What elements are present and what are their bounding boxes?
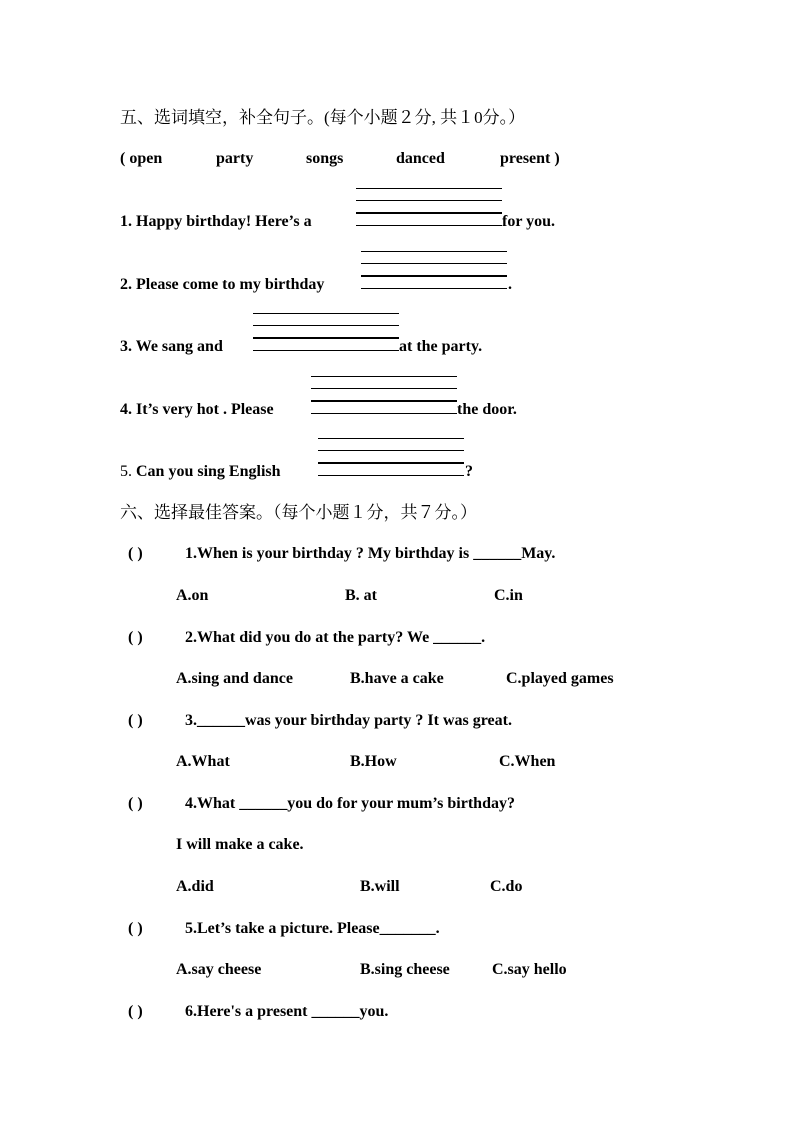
fill-item-4-before: 4. It’s very hot . Please bbox=[120, 401, 274, 418]
question-3-text: 3.______was your birthday party ? It was great. bbox=[185, 712, 512, 729]
answer-paren-3[interactable]: ( ) bbox=[128, 712, 143, 729]
fill-item-2-before: 2. Please come to my birthday bbox=[120, 276, 325, 293]
word-bank-present: present ) bbox=[500, 150, 560, 167]
option-1b: B. at bbox=[345, 587, 377, 604]
answer-blank-4[interactable] bbox=[311, 376, 457, 416]
option-1a: A.on bbox=[176, 587, 209, 604]
fill-item-1-after: for you. bbox=[502, 213, 556, 230]
word-bank-open: ( open bbox=[120, 150, 163, 167]
option-2a: A.sing and dance bbox=[176, 670, 293, 687]
question-6-text: 6.Here's a present ______you. bbox=[185, 1003, 389, 1020]
answer-blank-2[interactable] bbox=[361, 251, 507, 291]
fill-item-3-before: 3. We sang and bbox=[120, 338, 223, 355]
fill-item-2-after: . bbox=[508, 276, 512, 293]
answer-paren-5[interactable]: ( ) bbox=[128, 920, 143, 937]
option-4c: C.do bbox=[490, 878, 523, 895]
question-2-text: 2.What did you do at the party? We ______. bbox=[185, 629, 486, 646]
question-4-text: 4.What ______you do for your mum’s birthday? bbox=[185, 795, 515, 812]
fill-item-3-after: at the party. bbox=[399, 338, 483, 355]
word-bank-danced: danced bbox=[396, 150, 445, 167]
option-3b: B.How bbox=[350, 753, 397, 770]
fill-item-5 bbox=[120, 462, 281, 482]
section5-heading: 五、选词填空，补全句子。(每个小题２分, 共１0分。） bbox=[120, 108, 526, 127]
option-5b: B.sing cheese bbox=[360, 961, 450, 978]
fill-item-5-number: 5. bbox=[120, 463, 132, 480]
option-2b: B.have a cake bbox=[350, 670, 444, 687]
fill-item-1 bbox=[120, 212, 312, 232]
answer-blank-3[interactable] bbox=[253, 313, 399, 353]
word-bank-party: party bbox=[216, 150, 254, 167]
section6-heading: 六、选择最佳答案。（每个小题１分，共７分。） bbox=[120, 503, 477, 522]
fill-item-5-after: ? bbox=[465, 463, 473, 480]
word-bank-songs: songs bbox=[306, 150, 344, 167]
answer-paren-1[interactable]: ( ) bbox=[128, 545, 143, 562]
option-4a: A.did bbox=[176, 878, 214, 895]
answer-blank-1[interactable] bbox=[356, 188, 502, 228]
option-1c: C.in bbox=[494, 587, 523, 604]
option-5a: A.say cheese bbox=[176, 961, 262, 978]
answer-paren-4[interactable]: ( ) bbox=[128, 795, 143, 812]
question-5-text: 5.Let’s take a picture. Please_______. bbox=[185, 920, 440, 937]
answer-paren-6[interactable]: ( ) bbox=[128, 1003, 143, 1020]
answer-blank-5[interactable] bbox=[318, 438, 464, 478]
option-5c: C.say hello bbox=[492, 961, 567, 978]
option-2c: C.played games bbox=[506, 670, 614, 687]
answer-paren-2[interactable]: ( ) bbox=[128, 629, 143, 646]
fill-item-1-before: 1. Happy birthday! Here’s a bbox=[120, 213, 312, 230]
fill-item-4-after: the door. bbox=[457, 401, 517, 418]
question-1-text: 1.When is your birthday ? My birthday is ______May. bbox=[185, 545, 556, 562]
fill-item-5-before: Can you sing English bbox=[136, 463, 281, 480]
option-3a: A.What bbox=[176, 753, 230, 770]
question-4-subtext: I will make a cake. bbox=[176, 836, 304, 853]
option-3c: C.When bbox=[499, 753, 556, 770]
option-4b: B.will bbox=[360, 878, 400, 895]
